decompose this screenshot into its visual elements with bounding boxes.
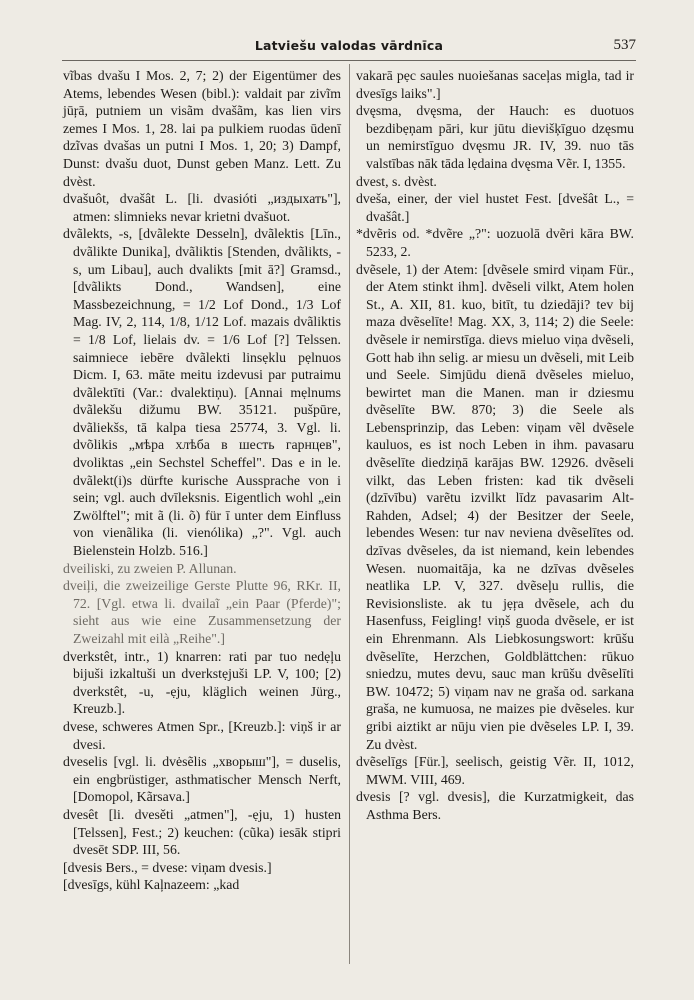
header-rule (62, 60, 636, 61)
entry-dvest: dvest, s. dvèst. (356, 173, 437, 189)
right-column (356, 67, 634, 824)
entry-dvasuot: dvašuôt, dvašât L. [li. dvasióti „издыхать"], atmen: slimnieks nevar krietni dvašuot. (63, 191, 341, 224)
left-column (63, 67, 341, 894)
entry-dvesa: dveša, einer, der viel hustet Fest. [dvešât L., = dvašât.] (356, 191, 634, 224)
entry-dvesele: dvẽsele, 1) der Atem: [dvẽsele smird viņam Für., der Atem stinkt ihm]. dvẽseli vilkt, Atem holen St., A. XII, 81. kuo, bitīt, tu dziedāji? tev bij maza dvẽselīte! Mag. XX, 3, 114; 2) die Seele: dvẽsele ir nemirstīga. dievs mieluo viņa dvẽseli, Gott hab ihn selig. ar miesu un dvẽseli, mit Leib und Seele. Simjūdu dienā dvẽseles mieluo, bewirtet man die Manen. man ir dziesmu dvẽselīte BW. 870; 3) die Seele als Lebensprinzip, das Leben: viņam vẽl dvẽsele kauluos, es ist noch Leben in ihm. pavasaru dvẽselīte diedziņā karājas BW. 12926. dvẽseli vilkt, das Leben fristen: kad tik dvẽseli (dzīvību) varẽtu izvilkt līdz pavasarim Alt-Rahden, Adsel; 4) der Besitzer der Seele, lebendes Wesen: tur nav neviena dvẽselītes od. dzīvas dvẽseles, da ist niemand, kein lebendes Wesen. nuomaitāja, ka ne dzīvas dvẽseles neatlika LP. V, 327. dvẽseļu rullis, die Revisionsliste. ak tu jẹŗa dvẽsele, ach du Hasenfuss, Feigling! viņš guoda dvẽsele, er ist ein Ehrenmann. Als Liebkosungswort: krūšu dvẽselīte, Herzchen, Goldblättchen: rūkuo sniedzu, mutes devu, sauc man krūšu dvẽselīti BW. 10472; 5) viņam nav ne graša od. sarkana graša, ne kumuosa, ne maizes pie dvẽseles. kur gribi aiztikt ar nūju vien pie dvẽseles LP. I, 39. Zu dvèst. (356, 261, 634, 752)
entry-dveili: dveiļi, die zweizeilige Gerste Plutte 96, RKr. II, 72. [Vgl. etwa li. dvailaĩ „ein Paar (Pferde)"; sieht aus wie eine Zusammensetzung der Zweizahl mit eilà „Reihe".] (63, 578, 341, 646)
entry-dveiliski: dveiliski, zu zweien P. Allunan. (63, 560, 237, 576)
entry-dvalekts: dvãlekts, -s, [dvãlekte Desseln], dvãlektis [Līn., dvãlikte Dunika], dvãliktis [Stenden, dvãlikts, -s, um Libau], auch dvalikts [mit ā?] Gramsd., [dvãlikts Dond., Wandsen], eine Massbezeichnung, = 1/2 Lof Dond., 1/3 Lof Mag. IV, 2, 114, 1/8, 1/12 Lof. mazais dvãliktis = 1/8 Lof, lielais dv. = 1/6 Lof [?] Telssen. saimniece iebēre dvãlekti linsẹklu pẹlnuos Dicm. I, 63. māte meitu izdevusi par putraimu dvãlektīti (Var.: dvalektiņu). [Annai mẹlnums dvãlekšu dižumu BW. 35121. pušpūre, dvãliekšs, tā kalpa tiesa 25774, 3. Vgl. li. dvõlikis „мѣра хлѣба в шесть гарнцев", dvoliktas „ein Sechstel Scheffel". Das e in le. dvãlekt(i)s dürfte kurische Aussprache von i sein; vgl. auch dvīleksnis. Eigentlich wohl „ein Zwölftel"; mit ã (li. õ) für ī unter dem Einfluss von vienãlika (li. vienólika) „?". Vgl. auch Bielenstein Holzb. 516.] (63, 226, 341, 559)
page-header (62, 38, 636, 58)
entry-dvese: dvese, schweres Atmen Spr., [Kreuzb.]: viņš ir ar dvesi. (63, 718, 341, 752)
entry-dveris: *dvẽris od. *dvẽre „?": uozuolā dvẽri kāra BW. 5233, 2. (356, 226, 634, 259)
page-number: 537 (613, 37, 636, 53)
entry-dveseligs: dvẽselīgs [Für.], seelisch, geistig Vẽr. II, 1012, MWM. VIII, 469. (356, 754, 634, 787)
entry-dvesigs: [dvesīgs, kühl Kaļnazeem: „kad (63, 877, 240, 893)
entry-dveselis: dveselis [vgl. li. dvėsẽlis „хворыш"], = duselis, ein engbrüstiger, asthmatischer Mensch Nerft, [Domopol, Kãrsava.] (63, 754, 341, 805)
entry-dvesma: dvęsma, dvęsma, der Hauch: es duotuos bezdibẹņam pāri, kur jūtu dievišķīguo dzęsmu un nemirstīguo dvęsmu JR. IV, 39. nuo tās valstības nāk tāda lẹdaina dvęsma Vẽr. I, 1355. (356, 103, 634, 171)
running-title: Latviešu valodas vārdnīca (254, 38, 444, 53)
column-divider (349, 64, 350, 964)
entry-dvesis-asthma: dvesis [? vgl. dvesis], die Kurzatmigkeit, das Asthma Bers. (356, 789, 634, 822)
entry-continuation: vĩbas dvašu I Mos. 2, 7; 2) der Eigentümer des Atems, lebendes Wesen (bibl.): valdait par zivĩm jūŗā, putniem un visãm dvašãm, kas lien virs zemes I Mos. 1, 28. lai pa pulkiem ruodas ūdenī dzĩvas dvašas un putni I Mos. 1, 20; 3) Dampf, Dunst: dvašu duot, Dunst geben Manz. Lett. Zu dvèst. (63, 68, 341, 189)
entry-dverkstet: dverkstêt, intr., 1) knarren: rati par tuo nedẹļu bijuši izkaltuši un dverkstẹjuši LP. V, 100; [2) dverkstêt, -u, -ẹju, kläglich weinen Jürg., Kreuzb.]. (63, 648, 341, 717)
entry-continuation: vakarā pẹc saules nuoiešanas saceļas migla, tad ir dvesīgs laiks".] (356, 68, 634, 101)
entry-dvesis: [dvesis Bers., = dvese: viņam dvesis.] (63, 859, 272, 875)
entry-dveset: dvesêt [li. dvesěti „atmen"], -ẹju, 1) husten [Telssen], Fest.; 2) keuchen: (cũka) iesāk stipri dvesēt SDP. III, 56. (63, 806, 341, 858)
